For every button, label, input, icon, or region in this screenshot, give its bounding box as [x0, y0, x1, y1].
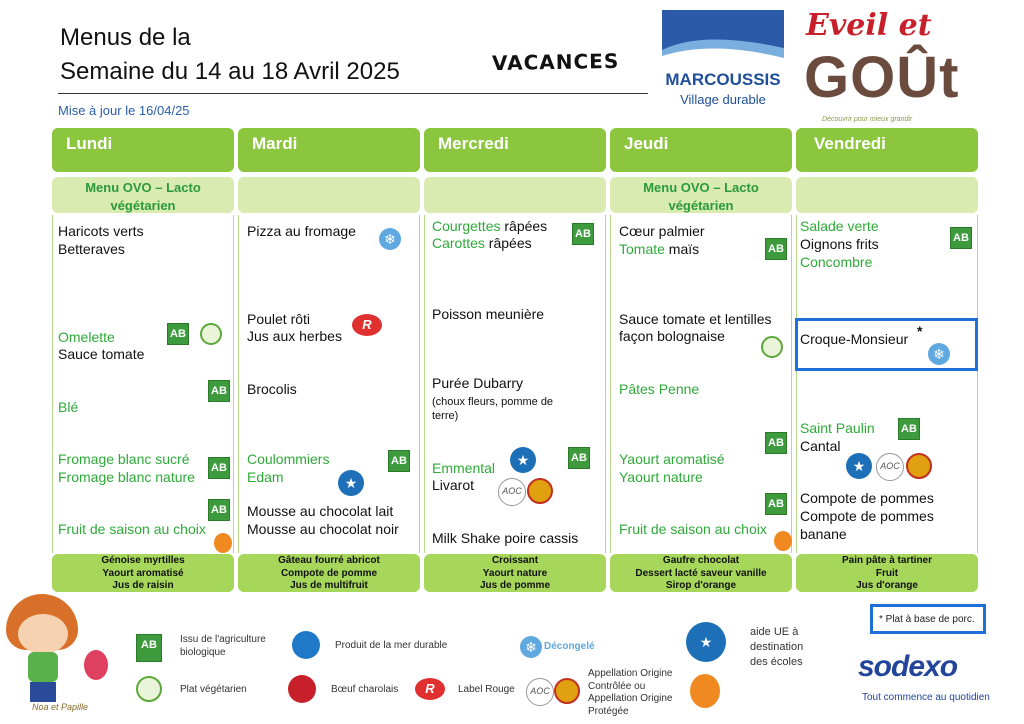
mardi-dessert-2: Mousse au chocolat noir — [247, 521, 399, 537]
fruit-producteur-icon — [214, 533, 232, 553]
title-divider — [58, 93, 648, 94]
jeudi-entree-2-extra: maïs — [664, 241, 700, 257]
jeudi-entree-1: Cœur palmier — [619, 223, 705, 239]
mardi-plat-2: Jus aux herbes — [247, 328, 342, 344]
marcoussis-subtitle: Village durable — [680, 92, 766, 107]
legend-decongele: Décongelé — [544, 641, 595, 652]
day-header-jeudi: Jeudi — [610, 128, 792, 172]
day-header-mercredi: Mercredi — [424, 128, 606, 172]
beef-icon — [288, 675, 316, 703]
eu-school-aid-icon: ★ — [846, 453, 872, 479]
vacances-label: VACANCES — [491, 48, 620, 76]
mercredi-entree-2-name: Carottes — [432, 235, 485, 251]
aoc-icon: AOC — [526, 678, 554, 706]
lundi-accompagnement: Blé — [58, 399, 79, 415]
aoc-icon: AOC — [498, 478, 526, 506]
ab-bio-icon: AB — [388, 450, 410, 472]
snack-item: Jus de pomme — [479, 580, 551, 591]
mascot-face — [18, 614, 68, 654]
legend-charolais: Bœuf charolais — [331, 684, 399, 695]
snowflake-icon: ❄ — [520, 636, 542, 658]
mercredi-entree-1-prep: râpées — [500, 218, 548, 234]
vendredi-laitage-2: Cantal — [800, 438, 841, 454]
mardi-plat-1: Poulet rôti — [247, 311, 311, 327]
mercredi-entree-2-prep: râpées — [484, 235, 532, 251]
mercredi-laitage-1: Emmental — [432, 460, 496, 476]
subheader-jeudi: Menu OVO – Lacto végétarien — [610, 177, 792, 213]
gout-logo-text: GOÛt — [804, 45, 960, 110]
mardi-dessert-1: Mousse au chocolat lait — [247, 503, 394, 519]
lundi-plat-2: Sauce tomate — [58, 346, 145, 362]
mercredi-entree-1 — [432, 218, 547, 236]
label-rouge-icon: R — [415, 678, 445, 700]
snack-item: Jus de multifruit — [290, 580, 368, 591]
mardi-laitage-1: Coulommiers — [247, 451, 330, 467]
aop-icon — [554, 678, 580, 704]
lundi-dessert: Fruit de saison au choix — [58, 521, 206, 537]
aop-icon — [527, 478, 553, 504]
ab-bio-icon: AB — [136, 634, 162, 662]
day-header-mardi: Mardi — [238, 128, 420, 172]
ab-bio-icon: AB — [898, 418, 920, 440]
snack-mardi — [238, 554, 420, 592]
lundi-laitage-2: Fromage blanc nature — [58, 469, 195, 485]
snack-mercredi — [424, 554, 606, 592]
vegetarian-icon — [136, 676, 162, 702]
mardi-laitage-2: Edam — [247, 469, 284, 485]
snack-jeudi — [610, 554, 792, 592]
gout-tagline: Découvrir pour mieux grandir — [822, 116, 913, 123]
jeudi-dessert: Fruit de saison au choix — [619, 521, 767, 537]
snack-vendredi — [796, 554, 978, 592]
fruit-producteur-icon — [774, 531, 792, 551]
ab-bio-icon: AB — [950, 227, 972, 249]
eu-school-aid-icon: ★ — [686, 622, 726, 662]
lundi-entree-1: Haricots verts — [58, 223, 144, 239]
ab-bio-icon: AB — [765, 432, 787, 454]
legend-label-rouge: Label Rouge — [458, 684, 515, 695]
vendredi-dessert-1: Compote de pommes — [800, 490, 934, 506]
ab-bio-icon: AB — [568, 447, 590, 469]
jeudi-entree-2-name: Tomate — [619, 241, 665, 257]
mascot-legs — [30, 682, 56, 702]
mardi-accompagnement: Brocolis — [247, 381, 297, 397]
day-header-vendredi: Vendredi — [796, 128, 978, 172]
snack-item: Pain pâte à tartiner — [841, 555, 933, 566]
snack-item: Gâteau fourré abricot — [278, 555, 380, 566]
subheader-mardi — [238, 177, 420, 213]
update-date: Mise à jour le 16/04/25 — [58, 103, 190, 118]
marcoussis-name: MARCOUSSIS — [665, 70, 781, 89]
legend-aide-ue: aide UE à destination des écoles — [750, 626, 804, 668]
eveil-logo-text: Eveil et — [806, 8, 932, 43]
mercredi-entree-2 — [432, 235, 532, 253]
eu-school-aid-icon: ★ — [338, 470, 364, 496]
vendredi-dessert-2: Compote de pommes — [800, 508, 934, 524]
lundi-laitage-1: Fromage blanc sucré — [58, 451, 190, 467]
column-lundi — [52, 215, 234, 553]
vendredi-dessert-3: banane — [800, 526, 847, 542]
jeudi-laitage-2: Yaourt nature — [619, 469, 703, 485]
legend-bio: Issu de l'agriculture biologique — [180, 634, 266, 658]
day-header-lundi: Lundi — [52, 128, 234, 172]
radish-icon — [84, 650, 108, 680]
legend-mer: Produit de la mer durable — [335, 640, 448, 651]
ab-bio-icon: AB — [572, 223, 594, 245]
sodexo-tagline: Tout commence au quotidien — [862, 692, 990, 703]
vegetarian-icon — [200, 323, 222, 345]
jeudi-laitage-1: Yaourt aromatisé — [619, 451, 725, 467]
aoc-icon: AOC — [876, 453, 904, 481]
snack-item: Jus d'orange — [856, 580, 918, 591]
mercredi-entree-1-name: Courgettes — [432, 218, 501, 234]
snack-item: Dessert lacté saveur vanille — [635, 567, 767, 579]
snack-item: Sirop d'orange — [665, 580, 737, 591]
vegetarian-icon — [761, 336, 783, 358]
legend-aoc-aop: Appellation Origine Contrôlée ou Appellation Origine Protégée — [588, 668, 673, 717]
vendredi-entree-1: Salade verte — [800, 218, 879, 234]
snack-item: Yaourt nature — [482, 567, 548, 579]
ab-bio-icon: AB — [208, 380, 230, 402]
subheader-lundi: Menu OVO – Lacto végétarien — [52, 177, 234, 213]
ab-bio-icon: AB — [765, 238, 787, 260]
ab-bio-icon: AB — [208, 457, 230, 479]
snack-item: Fruit — [875, 567, 899, 579]
mercredi-laitage-2: Livarot — [432, 477, 475, 493]
snack-item: Compote de pomme — [280, 567, 378, 579]
porc-asterisk: * — [917, 323, 923, 339]
fish-icon — [292, 631, 320, 659]
vendredi-entree-3: Concombre — [800, 254, 873, 270]
porc-note: * Plat à base de porc. — [870, 604, 986, 634]
mercredi-accompagnement: Purée Dubarry — [432, 375, 524, 391]
subheader-mercredi — [424, 177, 606, 213]
snack-lundi — [52, 554, 234, 592]
title-line-2: Semaine du 14 au 18 Avril 2025 — [60, 58, 400, 85]
snowflake-icon: ❄ — [379, 228, 401, 250]
snowflake-icon: ❄ — [928, 343, 950, 365]
snack-item: Yaourt aromatisé — [102, 567, 184, 579]
fruit-producteur-icon — [690, 674, 720, 708]
jeudi-accompagnement: Pâtes Penne — [619, 381, 700, 397]
vendredi-entree-2: Oignons frits — [800, 236, 879, 252]
jeudi-plat-2: façon bolognaise — [619, 328, 725, 344]
mardi-entree: Pizza au fromage — [247, 223, 356, 239]
vendredi-plat: Croque-Monsieur — [800, 331, 909, 347]
title-line-1: Menus de la — [60, 24, 191, 51]
mercredi-plat: Poisson meunière — [432, 306, 545, 322]
snack-item: Jus de raisin — [112, 580, 174, 591]
subheader-vendredi — [796, 177, 978, 213]
snack-item: Génoise myrtilles — [101, 555, 185, 566]
jeudi-entree-2 — [619, 241, 699, 259]
mercredi-dessert: Milk Shake poire cassis — [432, 530, 579, 546]
mascot-name: Noa et Papille — [32, 702, 89, 712]
label-rouge-icon: R — [352, 314, 382, 336]
snack-item: Gaufre chocolat — [662, 555, 740, 566]
legend-vegetarien: Plat végétarien — [180, 684, 247, 695]
mercredi-accompagnement-note: (choux fleurs, pomme de terre) — [432, 396, 554, 422]
snack-item: Croissant — [491, 555, 539, 566]
jeudi-plat-1: Sauce tomate et lentilles — [619, 311, 772, 327]
vendredi-laitage-1: Saint Paulin — [800, 420, 875, 436]
eu-school-aid-icon: ★ — [510, 447, 536, 473]
mascot-body — [28, 652, 58, 682]
ab-bio-icon: AB — [765, 493, 787, 515]
ab-bio-icon: AB — [208, 499, 230, 521]
lundi-entree-2: Betteraves — [58, 241, 125, 257]
aop-icon — [906, 453, 932, 479]
sodexo-logo: sodexo — [858, 650, 958, 683]
lundi-plat-1: Omelette — [58, 329, 115, 345]
ab-bio-icon: AB — [167, 323, 189, 345]
